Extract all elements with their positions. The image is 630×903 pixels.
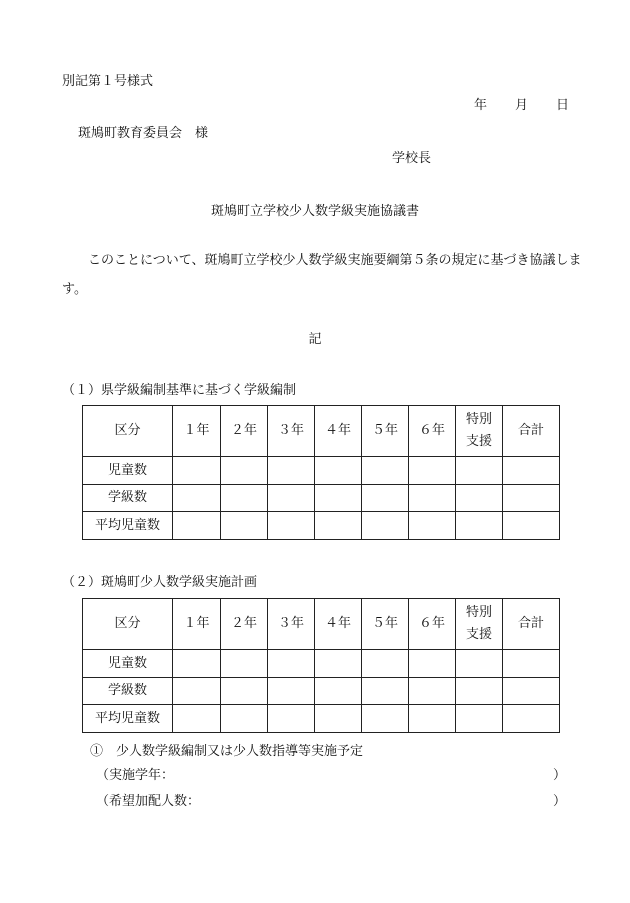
input-cell[interactable] (409, 512, 456, 540)
table-row (83, 512, 560, 540)
input-cell[interactable] (173, 650, 221, 678)
requested-staff-label: （希望加配人数： (96, 794, 201, 809)
header-cell-grade5: ５年 (362, 406, 409, 457)
input-cell[interactable] (409, 484, 456, 512)
input-cell[interactable] (409, 705, 456, 733)
header-cell-grade3: ３年 (268, 406, 315, 457)
header-cell-special-support (456, 599, 503, 650)
header-cell-grade3: ３年 (268, 599, 315, 650)
header-cell-kubun: 区分 (83, 406, 173, 457)
sender-principal: 学校長 (392, 151, 432, 166)
input-cell[interactable] (315, 650, 362, 678)
input-cell[interactable] (362, 677, 409, 705)
input-cell[interactable] (221, 650, 268, 678)
input-cell[interactable] (503, 650, 560, 678)
input-cell[interactable] (456, 457, 503, 485)
document-title: 斑鳩町立学校少人数学級実施協議書 (210, 204, 419, 219)
row-label: 平均児童数 (83, 705, 173, 733)
row-label: 児童数 (83, 650, 173, 678)
input-cell[interactable] (456, 650, 503, 678)
special-support-label: 特別支援 (465, 412, 492, 450)
header-cell-grade4: ４年 (315, 599, 362, 650)
input-cell[interactable] (268, 705, 315, 733)
input-cell[interactable] (315, 512, 362, 540)
input-cell[interactable] (456, 677, 503, 705)
header-cell-total: 合計 (503, 406, 560, 457)
section2-table (82, 598, 560, 733)
body-text: このことについて、斑鳩町立学校少人数学級実施要綱第５条の規定に基づき協議します。 (62, 253, 582, 297)
input-cell[interactable] (456, 512, 503, 540)
header-cell-grade6: ６年 (409, 406, 456, 457)
date-year: 年 (474, 98, 488, 113)
closing-paren: ） (552, 794, 566, 809)
input-cell[interactable] (173, 677, 221, 705)
input-cell[interactable] (409, 650, 456, 678)
input-cell[interactable] (409, 457, 456, 485)
input-cell[interactable] (409, 677, 456, 705)
table-header-row (83, 406, 560, 457)
date-line (474, 94, 569, 113)
input-cell[interactable] (173, 484, 221, 512)
input-cell[interactable] (362, 457, 409, 485)
section1-heading: （１）県学級編制基準に基づく学級編制 (62, 383, 297, 398)
input-cell[interactable] (221, 677, 268, 705)
input-cell[interactable] (221, 457, 268, 485)
header-cell-grade4: ４年 (315, 406, 362, 457)
row-label: 平均児童数 (83, 512, 173, 540)
input-cell[interactable] (503, 457, 560, 485)
input-cell[interactable] (503, 677, 560, 705)
header-cell-grade5: ５年 (362, 599, 409, 650)
input-cell[interactable] (315, 457, 362, 485)
header-cell-grade2: ２年 (221, 406, 268, 457)
header-cell-grade2: ２年 (221, 599, 268, 650)
input-cell[interactable] (362, 705, 409, 733)
input-cell[interactable] (173, 705, 221, 733)
input-cell[interactable] (456, 484, 503, 512)
input-cell[interactable] (503, 705, 560, 733)
implementation-grade-label: （実施学年： (96, 768, 175, 783)
input-cell[interactable] (221, 484, 268, 512)
date-month: 月 (515, 98, 529, 113)
input-cell[interactable] (362, 484, 409, 512)
table-row (83, 484, 560, 512)
input-cell[interactable] (268, 484, 315, 512)
input-cell[interactable] (221, 705, 268, 733)
row-label: 学級数 (83, 484, 173, 512)
header-cell-kubun: 区分 (83, 599, 173, 650)
closing-paren: ） (552, 768, 566, 783)
requested-staff-line[interactable] (96, 790, 566, 808)
implementation-grade-line[interactable] (96, 764, 566, 782)
special-support-label: 特別支援 (465, 605, 492, 643)
input-cell[interactable] (221, 512, 268, 540)
date-day: 日 (556, 98, 570, 113)
header-cell-grade1: １年 (173, 599, 221, 650)
input-cell[interactable] (268, 457, 315, 485)
input-cell[interactable] (503, 484, 560, 512)
input-cell[interactable] (456, 705, 503, 733)
addressee: 斑鳩町教育委員会 様 (78, 126, 209, 141)
row-label: 児童数 (83, 457, 173, 485)
input-cell[interactable] (362, 512, 409, 540)
input-cell[interactable] (315, 705, 362, 733)
input-cell[interactable] (173, 457, 221, 485)
header-cell-special-support (456, 406, 503, 457)
input-cell[interactable] (173, 512, 221, 540)
plan-note: ① 少人数学級編制又は少人数指導等実施予定 (90, 744, 364, 759)
input-cell[interactable] (268, 677, 315, 705)
table-row (83, 457, 560, 485)
form-number: 別記第１号様式 (62, 74, 154, 89)
input-cell[interactable] (268, 512, 315, 540)
input-cell[interactable] (268, 650, 315, 678)
header-cell-total: 合計 (503, 599, 560, 650)
section2-heading: （２）斑鳩町少人数学級実施計画 (62, 575, 258, 590)
table-row (83, 677, 560, 705)
table-row (83, 705, 560, 733)
table-row (83, 650, 560, 678)
row-label: 学級数 (83, 677, 173, 705)
input-cell[interactable] (315, 677, 362, 705)
input-cell[interactable] (362, 650, 409, 678)
ki-marker: 記 (308, 332, 322, 347)
section1-table (82, 405, 560, 540)
header-cell-grade6: ６年 (409, 599, 456, 650)
input-cell[interactable] (315, 484, 362, 512)
table-header-row (83, 599, 560, 650)
input-cell[interactable] (503, 512, 560, 540)
header-cell-grade1: １年 (173, 406, 221, 457)
